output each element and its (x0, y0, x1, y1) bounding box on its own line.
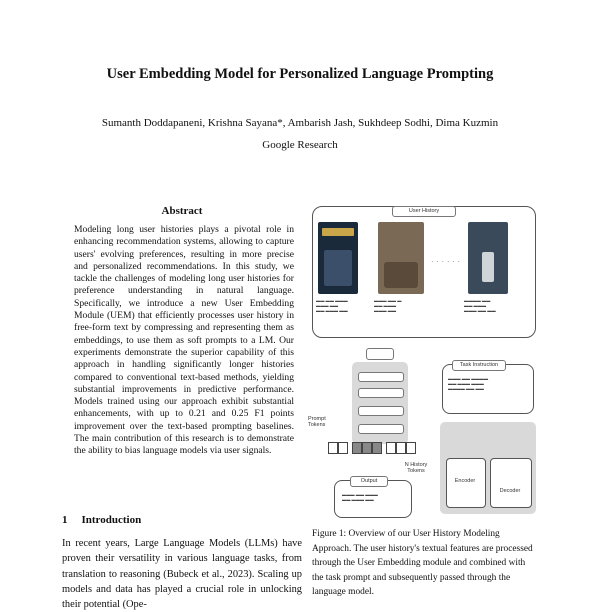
decoder-box (490, 458, 532, 508)
embedding-top-block (366, 348, 394, 360)
figure-caption: Figure 1: Overview of our User History Modeling Approach. The user history's textual features are processed through the User Embedding module and combined with the task prompt and subsequently passed through the language model. (312, 529, 533, 597)
uem-layer-4 (358, 424, 404, 434)
poster-star-wars (318, 222, 358, 294)
uem-layer-3 (358, 406, 404, 416)
poster-interstellar (468, 222, 508, 294)
output-text: ▬▬▬ ▬▬ ▬▬▬ ▬▬ ▬▬▬ ▬▬ (342, 492, 378, 502)
section-heading (62, 514, 141, 526)
uem-layer-1 (358, 372, 404, 382)
prompt-token (338, 442, 348, 454)
figure-1 (308, 200, 540, 520)
paper-title: User Embedding Model for Personalized Language Prompting (106, 66, 494, 82)
authors: Sumanth Doddapaneni, Krishna Sayana*, Ambarish Jash, Sukhdeep Sodhi, Dima Kuzmin (101, 117, 499, 129)
item-n-text: ▬▬▬▬ ▬▬ ▬▬ ▬▬▬ ▬▬▬ ▬▬ ▬▬ (464, 298, 496, 313)
item-1-text: ▬▬ ▬▬ ▬▬▬ ▬▬▬ ▬▬ ▬▬ ▬▬▬ ▬▬ (316, 298, 348, 313)
decoder-label: Decoder (499, 488, 521, 494)
history-token (372, 442, 382, 454)
prompt-token (406, 442, 416, 454)
user-history-label: User History (392, 206, 456, 217)
task-instruction-text: ▬▬▬ ▬▬ ▬▬▬▬ ▬▬ ▬▬▬ ▬▬▬ ▬▬▬▬ ▬▬ ▬▬ (448, 376, 489, 391)
uem-layer-2 (358, 388, 404, 398)
encoder-label: Encoder (454, 478, 476, 484)
item-2-text: ▬▬▬ ▬▬ ▬ ▬▬ ▬▬▬ ▬▬▬ ▬▬ (374, 298, 402, 313)
affiliation: Google Research (262, 139, 338, 151)
poster-dune (378, 222, 424, 294)
abstract-text: Modeling long user histories plays a pivotal role in enhancing recommendation systems, allowing to capture users' evolving preferences, resulting in more precise and personalized recommendations. In this study, we tackle the challenges of modeling long user histories for preference understanding in natural language. Specifically, we introduce a new User Embedding Module (UEM) that efficiently processes user history in free-form text by compressing and representing them as embeddings, to use them as soft prompts to a LM. Our experiments demonstrate the superior capability of this approach in handling significantly longer histories compared to conventional text-based methods, yielding substantial improvements in predictive performance. Models trained using our approach exhibit substantial enhancements, with up to 0.21 and 0.25 F1 points improvement over the text-based prompting baselines. The main contribution of this research is to demonstrate the ability to bias language models via user signals. (74, 224, 294, 457)
prompt-tokens-label: Prompt Tokens (308, 416, 326, 428)
abstract-heading: Abstract (161, 205, 203, 217)
task-instruction-label: Task Instruction (452, 360, 506, 371)
history-token (362, 442, 372, 454)
prompt-token (396, 442, 406, 454)
intro-text: In recent years, Large Language Models (LLMs) have proven their versatility in various language tasks, from translation to reasoning (Bubeck et al., 2023). Scaling up models and data has played a crucial role in unlocking their potential (Ope- (62, 538, 302, 611)
section-number: 1 (62, 514, 68, 526)
n-history-tokens-label: N History Tokens (404, 462, 428, 474)
ellipsis: . . . . . . (431, 258, 461, 264)
section-title: Introduction (81, 514, 142, 526)
prompt-token (386, 442, 396, 454)
prompt-token (328, 442, 338, 454)
output-label: Output (350, 476, 388, 487)
history-token (352, 442, 362, 454)
